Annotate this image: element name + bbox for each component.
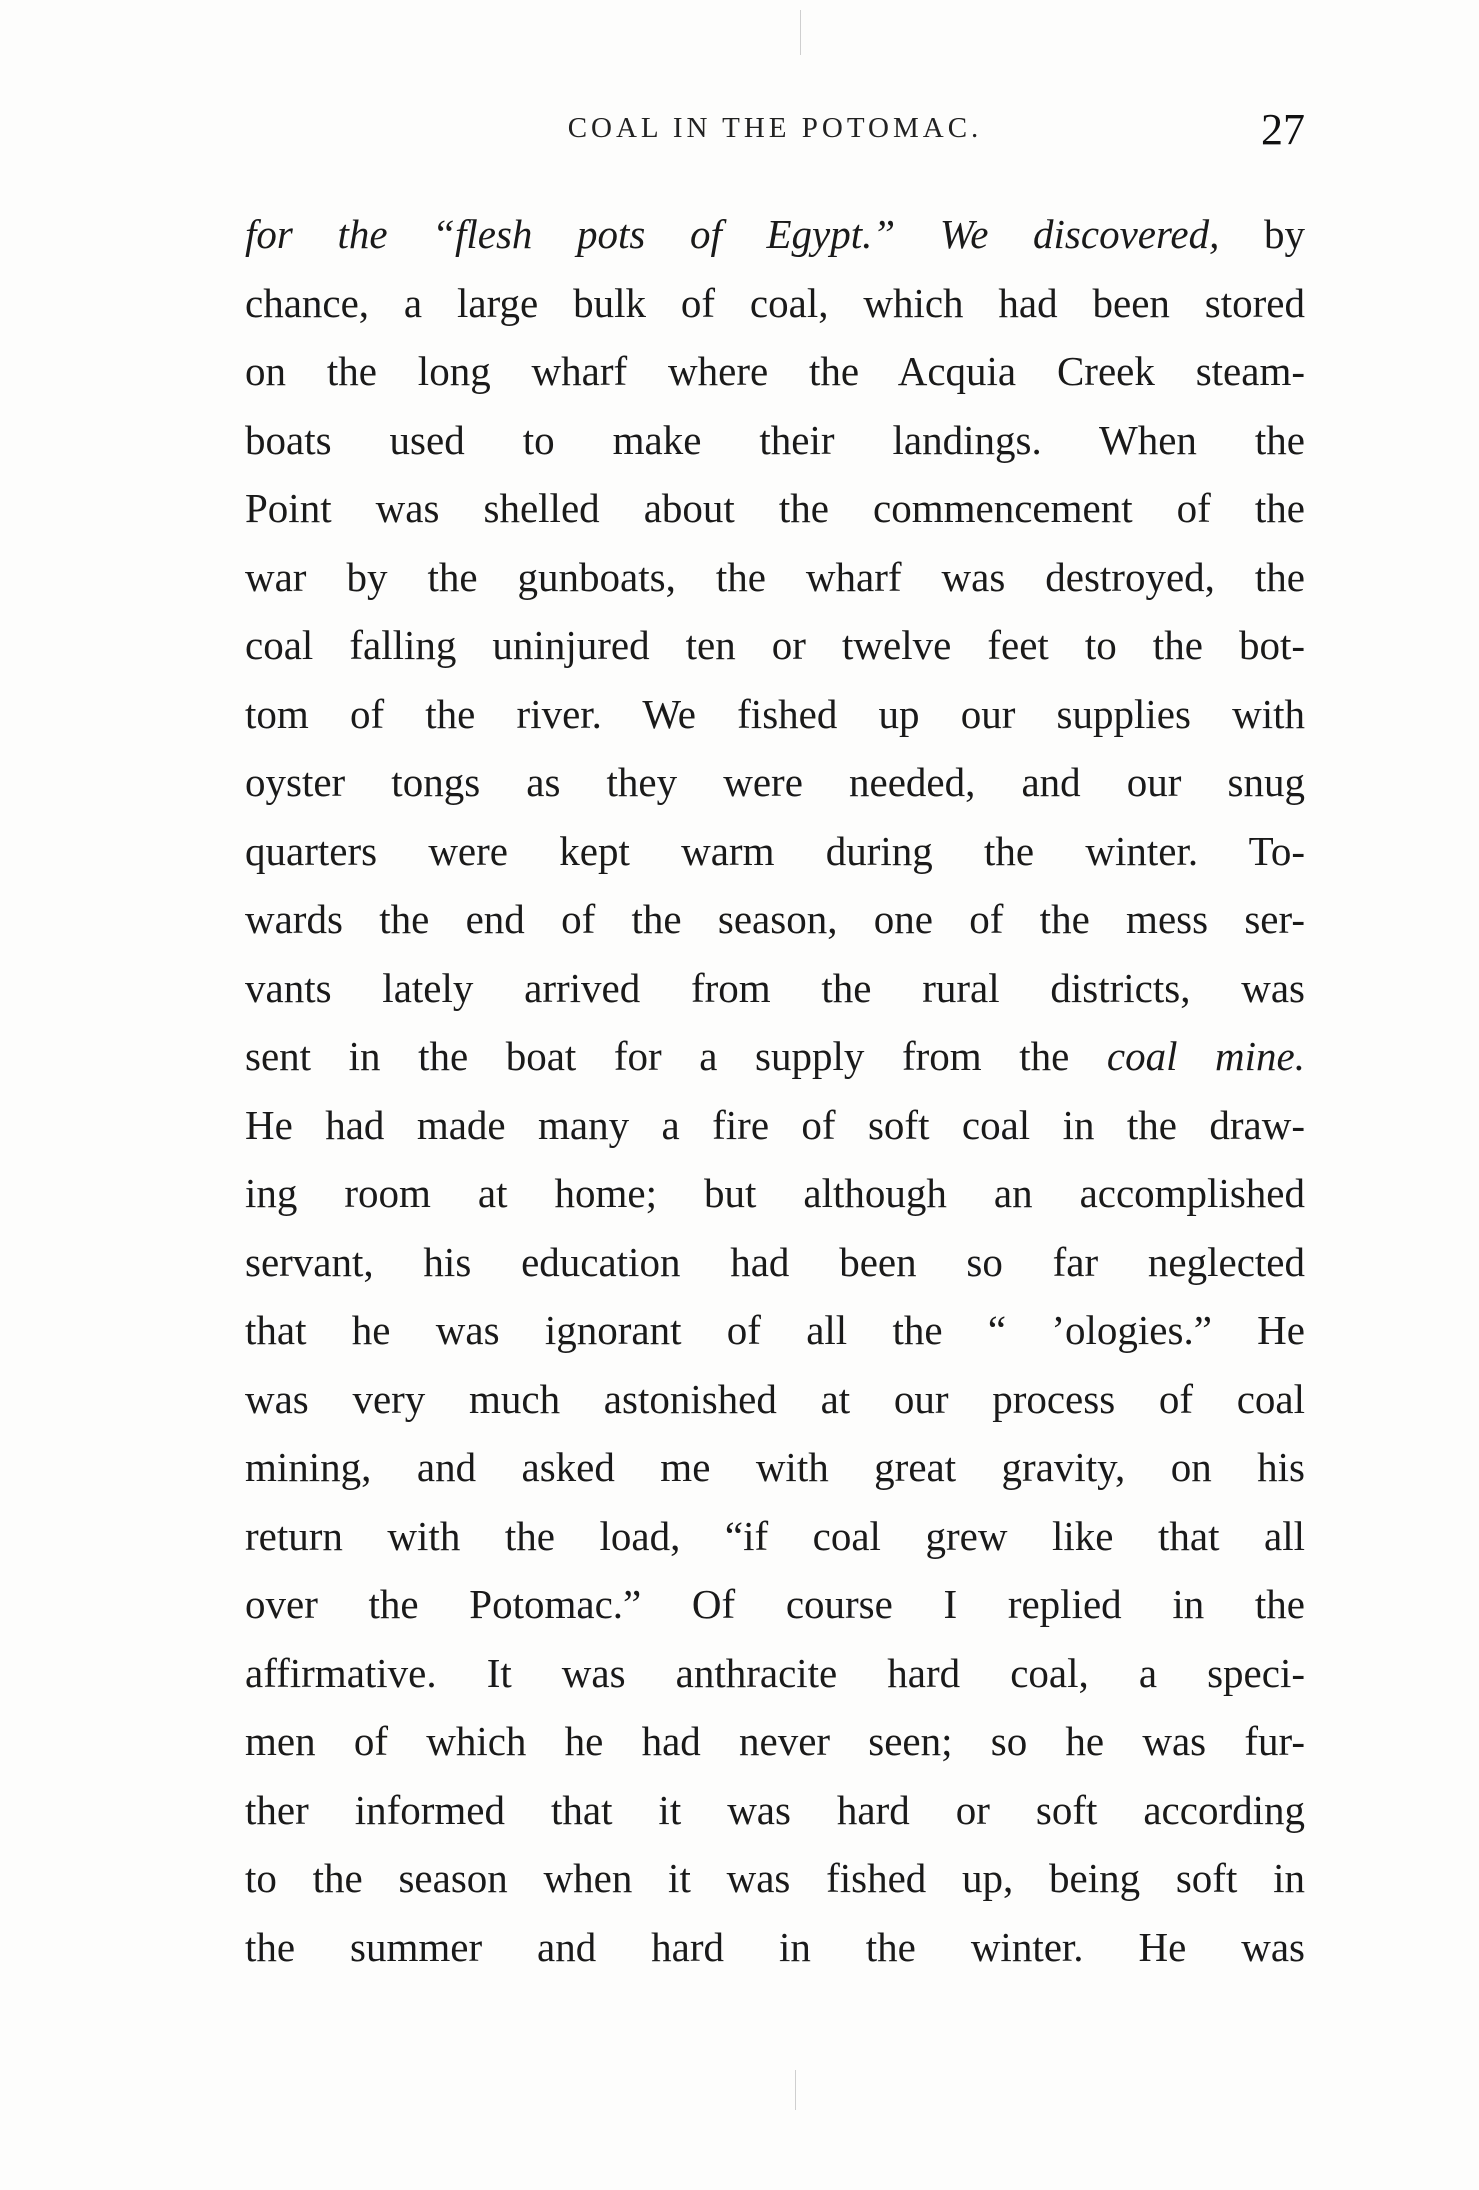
text-line: [245, 680, 1305, 749]
italic-run: coal mine.: [1106, 1033, 1305, 1079]
text-run: to the season when it was fished up, being soft in: [245, 1855, 1305, 1901]
text-line: [245, 1091, 1305, 1160]
text-run: quarters were kept warm during the winter. To-: [245, 827, 1305, 874]
scan-mark: [800, 10, 801, 55]
running-title: COAL IN THE POTOMAC.: [567, 112, 983, 144]
text-run: men of which he had never seen; so he was fur-: [245, 1718, 1305, 1764]
text-line: [245, 1776, 1305, 1845]
text-line: [245, 543, 1305, 612]
text-run: that he was ignorant of all the “ ’ologies.” He: [245, 1307, 1305, 1353]
italic-run: for the “flesh pots of Egypt.”: [245, 211, 896, 257]
text-line: [245, 1433, 1305, 1502]
text-run: servant, his education had been so far neglected: [245, 1238, 1305, 1285]
text-run: the summer and hard in the winter. He was: [245, 1923, 1305, 1970]
text-run: sent in the boat for a supply from the: [245, 1033, 1107, 1079]
text-run: on the long wharf where the Acquia Creek steam-: [245, 348, 1305, 394]
text-run: He had made many a fire of soft coal in the draw-: [245, 1101, 1305, 1148]
scan-mark: [795, 2070, 796, 2110]
text-run: [895, 211, 940, 257]
text-run: vants lately arrived from the rural districts, was: [245, 964, 1305, 1011]
text-run: ing room at home; but although an accomplished: [245, 1170, 1305, 1216]
italic-run: We discovered,: [939, 211, 1220, 257]
text-line: [245, 200, 1305, 269]
text-run: coal falling uninjured ten or twelve feet to the bot-: [245, 622, 1305, 668]
text-run: tom of the river. We fished up our supplies with: [245, 690, 1305, 737]
text-line: [245, 474, 1305, 543]
text-run: wards the end of the season, one of the mess ser-: [245, 896, 1305, 942]
text-line: [245, 406, 1305, 475]
text-line: [245, 1502, 1305, 1571]
text-run: Point was shelled about the commencement of the: [245, 485, 1305, 531]
text-run: return with the load, “if coal grew like that all: [245, 1512, 1305, 1559]
text-line: [245, 1844, 1305, 1913]
text-line: [245, 1913, 1305, 1982]
text-run: boats used to make their landings. When the: [245, 416, 1305, 463]
text-run: war by the gunboats, the wharf was destroyed, the: [245, 553, 1305, 600]
running-head: [245, 104, 1305, 164]
text-line: [245, 885, 1305, 954]
text-line: [245, 1228, 1305, 1297]
text-run: chance, a large bulk of coal, which had been stored: [245, 279, 1305, 326]
text-line: [245, 1159, 1305, 1228]
text-line: [245, 1639, 1305, 1708]
text-line: [245, 611, 1305, 680]
text-line: [245, 269, 1305, 338]
text-line: [245, 954, 1305, 1023]
body-text: [245, 200, 1305, 1981]
text-run: over the Potomac.” Of course I replied in the: [245, 1581, 1305, 1627]
text-line: [245, 1296, 1305, 1365]
text-line: [245, 1022, 1305, 1091]
text-run: by: [1219, 211, 1305, 257]
text-line: [245, 817, 1305, 886]
text-run: affirmative. It was anthracite hard coal, a speci-: [245, 1649, 1305, 1696]
text-run: oyster tongs as they were needed, and our snug: [245, 759, 1305, 805]
page-number: 27: [1261, 105, 1305, 154]
text-line: [245, 1707, 1305, 1776]
text-line: [245, 748, 1305, 817]
text-run: ther informed that it was hard or soft according: [245, 1786, 1305, 1833]
text-run: mining, and asked me with great gravity, on his: [245, 1444, 1305, 1490]
text-line: [245, 337, 1305, 406]
text-line: [245, 1365, 1305, 1434]
text-line: [245, 1570, 1305, 1639]
text-run: was very much astonished at our process of coal: [245, 1375, 1305, 1422]
